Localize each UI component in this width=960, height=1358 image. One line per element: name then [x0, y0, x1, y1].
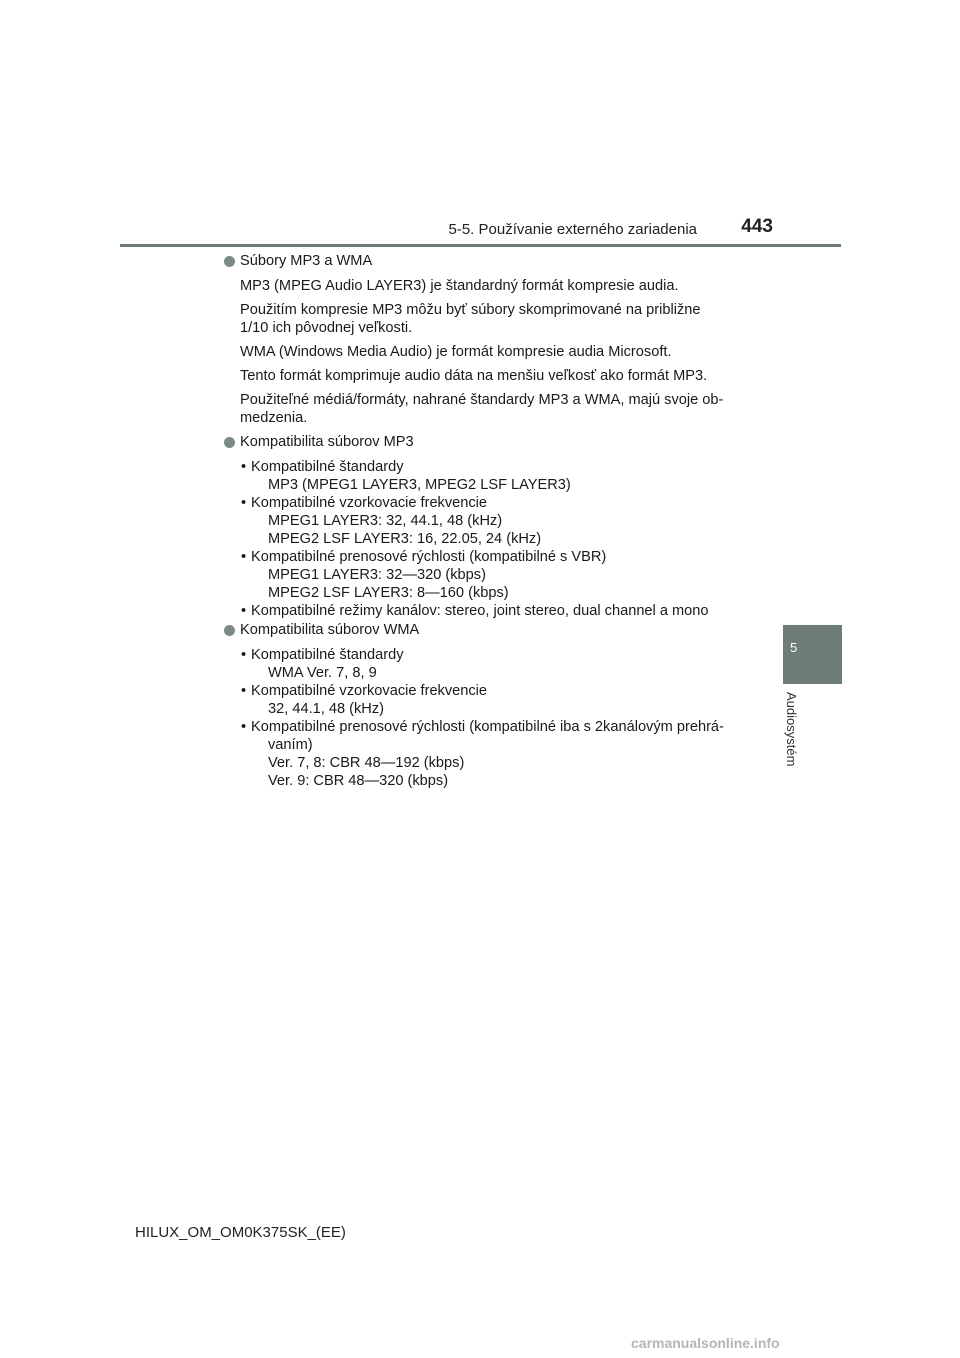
- section-heading-mp3-wma: [223, 252, 748, 270]
- paragraph: WMA (Windows Media Audio) je formát kompresie audia Microsoft.: [240, 344, 672, 360]
- paragraph: Tento formát komprimuje audio dáta na menšiu veľkosť ako formát MP3.: [240, 368, 708, 384]
- list-item-line: MPEG2 LSF LAYER3: 8—160 (kbps): [268, 585, 509, 601]
- paragraph-line: 1/10 ich pôvodnej veľkosti.: [240, 320, 413, 336]
- paragraph: MP3 (MPEG Audio LAYER3) je štandardný formát kompresie audia.: [240, 278, 679, 294]
- page-content: [223, 252, 748, 791]
- list-item-line: MPEG1 LAYER3: 32—320 (kbps): [268, 567, 486, 583]
- chapter-tab[interactable]: [783, 625, 842, 684]
- bullet-icon: [224, 625, 235, 636]
- page-number: 443: [741, 216, 773, 237]
- list-item-line: Ver. 9: CBR 48—320 (kbps): [268, 773, 449, 789]
- list-bullet: •: [241, 603, 247, 619]
- list-item-line: Ver. 7, 8: CBR 48—192 (kbps): [268, 755, 465, 771]
- list-item-line: MPEG1 LAYER3: 32, 44.1, 48 (kHz): [268, 513, 503, 529]
- document-code: HILUX_OM_OM0K375SK_(EE): [135, 1224, 346, 1241]
- section-heading-wma-compat: [223, 621, 748, 639]
- section-heading-mp3-compat: [223, 433, 748, 451]
- list-bullet: •: [241, 719, 247, 735]
- list-bullet: •: [241, 647, 247, 663]
- paragraph: [223, 301, 748, 337]
- list-item-line: 32, 44.1, 48 (kHz): [268, 701, 384, 717]
- bullet-icon: [224, 256, 235, 267]
- paragraph-line: Použitím kompresie MP3 môžu byť súbory skomprimované na približne: [240, 302, 701, 318]
- paragraph-line: medzenia.: [240, 410, 308, 426]
- list-item-title: Kompatibilné vzorkovacie frekvencie: [251, 683, 488, 699]
- paragraph: [223, 391, 748, 427]
- list-item-title: Kompatibilné vzorkovacie frekvencie: [251, 495, 488, 511]
- list-item: [240, 646, 748, 682]
- mp3-compat-list: [223, 458, 748, 620]
- list-item-title: Kompatibilné prenosové rýchlosti (kompatibilné iba s 2kanálovým prehrá-: [251, 719, 724, 735]
- heading-text: Kompatibilita súborov WMA: [240, 622, 420, 638]
- chapter-number: 5: [790, 640, 798, 655]
- list-item: [240, 494, 748, 548]
- section-title: 5-5. Používanie externého zariadenia: [448, 221, 697, 238]
- wma-compat-list: [223, 646, 748, 790]
- bullet-icon: [224, 437, 235, 448]
- chapter-label: [777, 692, 809, 782]
- chapter-label-text: Audiosystém: [784, 692, 799, 767]
- list-item: [240, 718, 748, 790]
- list-item: [240, 682, 748, 718]
- list-bullet: •: [241, 495, 247, 511]
- paragraph-line: Použiteľné médiá/formáty, nahrané štandardy MP3 a WMA, majú svoje ob-: [240, 392, 724, 408]
- list-item-line: WMA Ver. 7, 8, 9: [268, 665, 377, 681]
- list-item: [240, 458, 748, 494]
- page-header: [120, 216, 841, 246]
- list-item-line: MP3 (MPEG1 LAYER3, MPEG2 LSF LAYER3): [268, 477, 571, 493]
- list-item-title: Kompatibilné režimy kanálov: stereo, joint stereo, dual channel a mono: [251, 603, 709, 619]
- heading-text: Kompatibilita súborov MP3: [240, 434, 414, 450]
- watermark-logo: carmanualsonline.info: [631, 1335, 780, 1351]
- list-item: [240, 548, 748, 602]
- header-rule: [120, 244, 841, 247]
- list-item-title: Kompatibilné štandardy: [251, 647, 404, 663]
- list-bullet: •: [241, 549, 247, 565]
- list-item-title: Kompatibilné štandardy: [251, 459, 404, 475]
- heading-text: Súbory MP3 a WMA: [240, 253, 373, 269]
- list-item: [240, 602, 748, 620]
- list-item-line: MPEG2 LSF LAYER3: 16, 22.05, 24 (kHz): [268, 531, 542, 547]
- list-item-title: Kompatibilné prenosové rýchlosti (kompatibilné s VBR): [251, 549, 607, 565]
- list-item-line: vaním): [268, 737, 313, 753]
- list-bullet: •: [241, 459, 247, 475]
- list-bullet: •: [241, 683, 247, 699]
